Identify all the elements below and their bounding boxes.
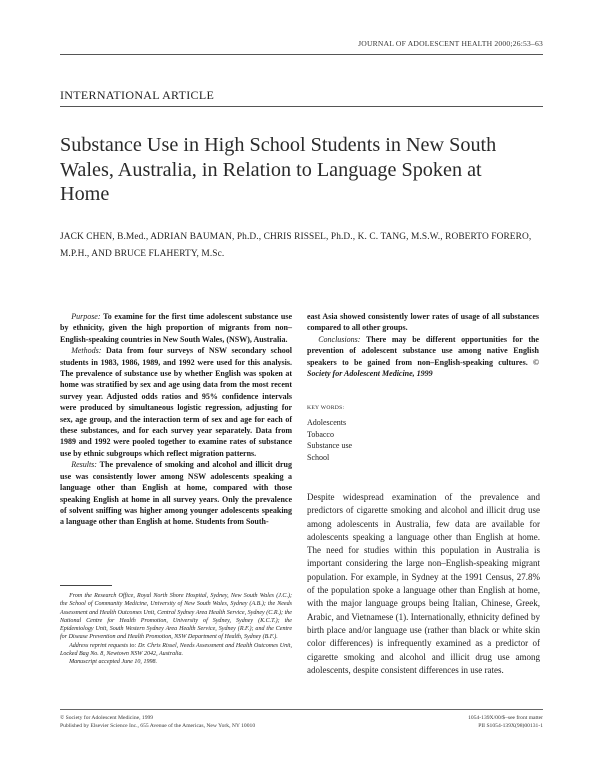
section-label: INTERNATIONAL ARTICLE [60,88,215,102]
keywords-list [307,417,352,463]
section-rule [60,106,543,107]
footer-right [468,714,543,731]
footnote-affiliations: From the Research Office, Royal North Shore Hospital, Sydney, New South Wales (J.C.); the School of Community Medicine, University of New South Wales, Sydney (A.B.); the Needs Assessment and Health Outcomes Unit, Central Sydney Area Health Service, Sydney (C.R.); the National Centre for Health Promotion, University of Sydney, Sydney (K.C.T.); the Epidemiology Unit, South Western Sydney Area Health Service, Sydney (R.F.); and the Centre for Disease Prevention and Health Promotion, NSW Department of Health, Sydney (B.F.). [60,593,292,641]
abstract-conclusions [307,334,539,380]
abstract-copyright: © Society for Adolescent Medicine, 1999 [307,357,540,379]
keyword-item: Tobacco [307,429,334,439]
keyword-item: Substance use [307,441,353,450]
abstract-results-continued: east Asia showed consistently lower rates of usage of all substances compared to all other groups. [307,312,539,333]
running-head: JOURNAL OF ADOLESCENT HEALTH 2000;26:53–63 [358,39,543,48]
methods-label: Methods: [71,346,102,356]
abstract-right-column [307,311,539,379]
top-rule [60,54,543,55]
footer-publisher: Published by Elsevier Science Inc., 655 Avenue of the Americas, New York, NY 10010 [60,723,256,730]
article-title: Substance Use in High School Students in New South Wales, Australia, in Relation to Language Spoken at Home [60,134,497,206]
body-text [307,491,540,677]
keyword-item: Adolescents [307,418,347,427]
footnote-rule [60,585,112,586]
footnote-accepted: Manuscript accepted June 10, 1998. [69,659,158,665]
abstract-purpose [60,311,292,345]
footnotes [60,592,292,666]
abstract-left-column [60,311,292,528]
keywords-heading: KEY WORDS: [307,405,345,411]
methods-text: Data from four surveys of NSW secondary school students in 1983, 1986, 1989, and 1992 were used for this analysis. The prevalence of substance use by whether English was spoken at home was stratified by sex and age using data from the most recent survey year. Adjusted odds ratios and 95% confidence intervals were produced by simultaneous logistic regression, adjusting for sex, age group, and the interaction term of sex and age for each of these substances, and for each survey year separately. Data from 1989 and 1992 were pooled together to examine rates of substance use by ethnic subgroups which reflect migration patterns. [60,346,292,458]
keyword-item: School [307,452,330,462]
footnote-reprints: Address reprint requests to: Dr. Chris Rissel, Needs Assessment and Health Outcomes Unit, Locked Bag No. 8, Newtown NSW 2042, Australia. [60,642,292,657]
purpose-text: To examine for the first time adolescent substance use by ethnicity, given the high proportion of migrants from non–English-speaking countries in New South Wales, (NSW), Australia. [60,312,293,344]
footer-rule [60,709,543,710]
footer-issn: 1054-139X/00/$–see front matter [468,715,543,721]
results-text: The prevalence of smoking and alcohol and illicit drug use was consistently lower among NSW adolescents speaking a language other than English at home, compared with those speaking English at home in all survey years. Only the prevalence of solvent sniffing was higher among younger adolescents speaking a language other than English at home. Students from South- [60,460,293,527]
results-label: Results: [71,460,97,470]
abstract-results [60,459,292,527]
purpose-label: Purpose: [71,312,101,321]
footer-pii: PII S1054-139X(98)00131-1 [478,723,543,730]
conclusions-text: There may be different opportunities for the prevention of adolescent substance use among native English speakers to be gained from non–English-speaking cultures. [307,334,539,367]
conclusions-label: Conclusions: [318,334,361,344]
footer-left [60,714,255,731]
body-paragraph: Despite widespread examination of the prevalence and predictors of cigarette smoking and alcohol and illicit drug use among adolescents in Australia, few data are available for adolescents speaking a language other than English at home. The need for studies within this population in Australia is important considering the large non–English-speaking migrant population. For example, in Sydney at the 1991 Census, 27.8% of the population spoke a language other than English at home, with the major language groups being Italian, Chinese, Greek, Arabic, and Vietnamese (1). Internationally, ethnicity defined by birth place and/or language use (rather than black or white skin color differences) is infrequently examined as a predictor of cigarette smoking and alcohol and illicit drug use among adolescents, despite consistent differences in use rates. [307,492,540,675]
footer-copyright: © Society for Adolescent Medicine, 1999 [60,715,154,721]
abstract-methods [60,345,292,459]
author-list: JACK CHEN, B.Med., ADRIAN BAUMAN, Ph.D., CHRIS RISSEL, Ph.D., K. C. TANG, M.S.W., ROBERTO FORERO, M.P.H., AND BRUCE FLAHERTY, M.Sc. [60,232,532,259]
